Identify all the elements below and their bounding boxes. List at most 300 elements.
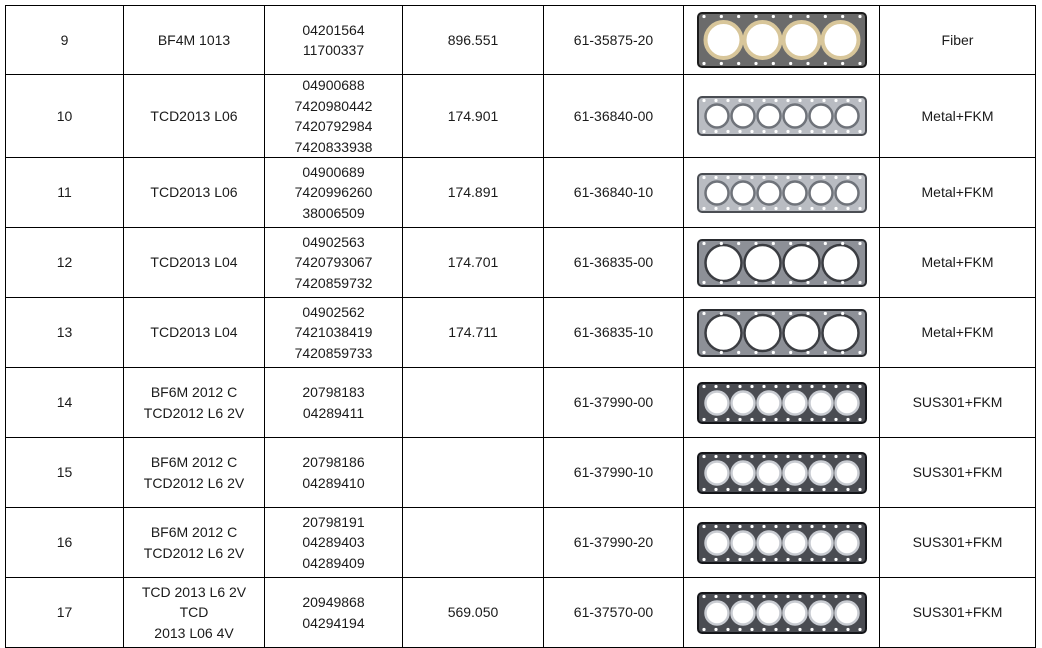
cylinder-bore [822,22,858,58]
engine-model: TCD 2013 L6 2V TCD [141,583,247,621]
parts-table-body [6,6,1036,648]
bolt-hole [786,99,789,102]
gasket-image-cell [684,578,880,648]
engine-model-cell [124,298,265,368]
bolt-hole [789,62,792,65]
bolt-hole [750,524,753,527]
bolt-hole [738,454,741,457]
bolt-hole [858,280,861,283]
oem-number: 20798186 [302,454,365,470]
material-value: SUS301+FKM [880,438,1036,508]
bolt-hole [774,175,777,178]
bolt-hole [806,311,809,314]
gasket-6cyl-steel-icon [694,583,870,643]
cylinder-bore [809,601,832,624]
bolt-hole [738,524,741,527]
bolt-hole [858,524,861,527]
oem-number: 7420793067 [294,254,373,271]
oem-numbers-cell [265,75,403,158]
oem-number: 04289409 [302,554,365,571]
part-code: 61-36840-00 [544,75,684,158]
bolt-hole [771,311,774,314]
bolt-hole [737,350,740,353]
bolt-hole [702,594,705,597]
oem-numbers-cell [265,228,403,298]
bolt-hole [846,454,849,457]
gasket-image-cell [684,298,880,368]
part-code: 61-36835-10 [544,298,684,368]
table-row [6,6,1036,75]
bolt-hole [858,487,861,490]
bolt-hole [822,99,825,102]
bolt-hole [798,130,801,133]
cylinder-bore [705,105,728,128]
bolt-hole [750,487,753,490]
engine-model-cell [124,228,265,298]
row-number: 14 [6,368,124,438]
bolt-hole [834,454,837,457]
engine-model: TCD2013 L04 [150,324,238,341]
bolt-hole [798,627,801,630]
bolt-hole [762,130,765,133]
bolt-hole [714,384,717,387]
bolt-hole [738,99,741,102]
bolt-hole [714,557,717,560]
bolt-hole [810,384,813,387]
row-number: 10 [6,75,124,158]
bolt-hole [834,99,837,102]
bolt-hole [726,417,729,420]
material-value: Metal+FKM [880,228,1036,298]
oem-number: 04289403 [302,534,365,551]
bolt-hole [774,524,777,527]
bolt-hole [858,130,861,133]
bolt-hole [858,15,861,18]
cylinder-bore [757,531,780,554]
bolt-hole [702,311,705,314]
bolt-hole [822,454,825,457]
part-code: 61-36840-10 [544,158,684,228]
bolt-hole [798,487,801,490]
row-number: 16 [6,508,124,578]
bolt-hole [798,175,801,178]
oem-numbers-cell [265,368,403,438]
bolt-hole [823,280,826,283]
bolt-hole [750,384,753,387]
part-code: 61-37990-20 [544,508,684,578]
bolt-hole [786,206,789,209]
cylinder-bore [809,531,832,554]
bolt-hole [762,384,765,387]
table-row [6,228,1036,298]
parts-table [5,5,1036,648]
gasket-6cyl-steel-icon [694,373,870,433]
bolt-hole [702,62,705,65]
bolt-hole [719,241,722,244]
cylinder-bore [783,461,806,484]
cylinder-bore [757,461,780,484]
bolt-hole [834,206,837,209]
bolt-hole [806,280,809,283]
cylinder-bore [705,391,728,414]
oem-number: 7421038419 [294,324,373,341]
bolt-hole [702,206,705,209]
bolt-hole [841,241,844,244]
weight-value: 174.711 [403,298,544,368]
bolt-hole [726,130,729,133]
bolt-hole [834,594,837,597]
cylinder-bore [809,391,832,414]
bolt-hole [714,454,717,457]
cylinder-bore [744,315,780,351]
bolt-hole [762,175,765,178]
bolt-hole [810,524,813,527]
oem-number: 7420859733 [294,344,373,361]
bolt-hole [738,557,741,560]
bolt-hole [823,15,826,18]
bolt-hole [754,62,757,65]
weight-value [403,368,544,438]
row-number: 11 [6,158,124,228]
cylinder-bore [783,181,806,204]
bolt-hole [771,350,774,353]
cylinder-bore [757,601,780,624]
table-row [6,298,1036,368]
row-number: 17 [6,578,124,648]
bolt-hole [858,350,861,353]
oem-number: 04900688 [302,77,365,93]
bolt-hole [702,99,705,102]
bolt-hole [726,175,729,178]
bolt-hole [822,594,825,597]
engine-model: TCD2012 L6 2V [143,544,245,561]
bolt-hole [822,627,825,630]
weight-value [403,438,544,508]
bolt-hole [714,130,717,133]
oem-number: 7420792984 [294,118,373,134]
bolt-hole [714,524,717,527]
bolt-hole [719,280,722,283]
cylinder-bore [731,461,754,484]
gasket-image-cell [684,6,880,75]
bolt-hole [858,311,861,314]
material-value: Fiber [880,6,1036,75]
oem-number: 20949868 [302,594,365,610]
bolt-hole [841,311,844,314]
bolt-hole [702,130,705,133]
bolt-hole [750,627,753,630]
bolt-hole [789,241,792,244]
bolt-hole [834,384,837,387]
bolt-hole [737,311,740,314]
bolt-hole [738,627,741,630]
bolt-hole [737,15,740,18]
material-value: SUS301+FKM [880,508,1036,578]
bolt-hole [702,487,705,490]
cylinder-bore [705,245,741,281]
cylinder-bore [809,105,832,128]
bolt-hole [841,15,844,18]
oem-number: 04289411 [302,404,365,421]
bolt-hole [786,175,789,178]
part-code: 61-37990-10 [544,438,684,508]
weight-value: 174.901 [403,75,544,158]
bolt-hole [762,627,765,630]
oem-number: 20798183 [302,384,365,400]
bolt-hole [810,206,813,209]
bolt-hole [810,594,813,597]
bolt-hole [714,487,717,490]
bolt-hole [702,350,705,353]
cylinder-bore [757,181,780,204]
row-number: 15 [6,438,124,508]
bolt-hole [846,487,849,490]
engine-model-cell [124,6,265,75]
bolt-hole [738,384,741,387]
weight-value: 174.891 [403,158,544,228]
part-code: 61-35875-20 [544,6,684,75]
oem-number: 7420833938 [294,138,373,155]
bolt-hole [798,417,801,420]
bolt-hole [786,454,789,457]
cylinder-bore [809,461,832,484]
bolt-hole [762,417,765,420]
bolt-hole [762,454,765,457]
bolt-hole [754,15,757,18]
bolt-hole [858,99,861,102]
bolt-hole [822,130,825,133]
engine-model: BF4M 1013 [157,31,231,48]
cylinder-bore [705,22,741,58]
bolt-hole [806,241,809,244]
cylinder-bore [705,601,728,624]
oem-numbers-cell [265,578,403,648]
gasket-image-cell [684,75,880,158]
part-code: 61-37570-00 [544,578,684,648]
engine-model: TCD2013 L04 [150,254,238,271]
engine-model: TCD2013 L06 [150,107,238,124]
bolt-hole [774,206,777,209]
oem-numbers-cell [265,6,403,75]
material-value: Metal+FKM [880,158,1036,228]
gasket-image-cell [684,508,880,578]
bolt-hole [858,627,861,630]
bolt-hole [810,417,813,420]
engine-model-cell [124,578,265,648]
bolt-hole [719,311,722,314]
cylinder-bore [809,181,832,204]
bolt-hole [714,627,717,630]
bolt-hole [714,99,717,102]
bolt-hole [762,557,765,560]
weight-value [403,508,544,578]
oem-number: 7420996260 [294,184,373,201]
engine-model-cell [124,158,265,228]
material-value: Metal+FKM [880,298,1036,368]
bolt-hole [754,241,757,244]
bolt-hole [754,311,757,314]
cylinder-bore [705,315,741,351]
bolt-hole [810,99,813,102]
bolt-hole [771,280,774,283]
cylinder-bore [705,461,728,484]
bolt-hole [786,384,789,387]
bolt-hole [834,487,837,490]
gasket-image-cell [684,158,880,228]
table-row [6,75,1036,158]
cylinder-bore [783,531,806,554]
bolt-hole [702,241,705,244]
engine-model-cell [124,368,265,438]
oem-numbers-cell [265,298,403,368]
bolt-hole [858,417,861,420]
bolt-hole [806,15,809,18]
bolt-hole [858,384,861,387]
row-number: 9 [6,6,124,75]
bolt-hole [726,487,729,490]
weight-value: 896.551 [403,6,544,75]
bolt-hole [719,350,722,353]
gasket-image-cell [684,228,880,298]
bolt-hole [786,130,789,133]
bolt-hole [823,241,826,244]
gasket-image-cell [684,438,880,508]
gasket-4cyl-metal-icon [694,303,870,363]
material-value: SUS301+FKM [880,578,1036,648]
bolt-hole [822,524,825,527]
cylinder-bore [731,181,754,204]
bolt-hole [858,62,861,65]
bolt-hole [762,487,765,490]
bolt-hole [789,15,792,18]
bolt-hole [738,417,741,420]
cylinder-bore [744,22,780,58]
bolt-hole [714,206,717,209]
bolt-hole [858,206,861,209]
bolt-hole [798,384,801,387]
bolt-hole [823,350,826,353]
engine-model: TCD2013 L06 [150,184,238,201]
bolt-hole [726,384,729,387]
weight-value: 569.050 [403,578,544,648]
cylinder-bore [835,531,858,554]
cylinder-bore [783,391,806,414]
bolt-hole [786,417,789,420]
bolt-hole [714,175,717,178]
bolt-hole [750,175,753,178]
bolt-hole [846,594,849,597]
engine-model: BF6M 2012 C [150,384,238,400]
cylinder-bore [835,601,858,624]
bolt-hole [798,557,801,560]
bolt-hole [810,487,813,490]
bolt-hole [737,62,740,65]
bolt-hole [726,557,729,560]
bolt-hole [762,594,765,597]
bolt-hole [737,280,740,283]
bolt-hole [822,557,825,560]
bolt-hole [771,62,774,65]
bolt-hole [786,487,789,490]
material-value: Metal+FKM [880,75,1036,158]
bolt-hole [702,384,705,387]
oem-number: 7420859732 [294,274,373,291]
bolt-hole [846,524,849,527]
bolt-hole [789,311,792,314]
bolt-hole [834,417,837,420]
bolt-hole [774,384,777,387]
bolt-hole [786,627,789,630]
bolt-hole [822,206,825,209]
cylinder-bore [835,181,858,204]
oem-number: 04201564 [302,21,365,38]
bolt-hole [841,280,844,283]
cylinder-bore [783,601,806,624]
bolt-hole [789,350,792,353]
bolt-hole [774,557,777,560]
bolt-hole [810,130,813,133]
bolt-hole [822,384,825,387]
bolt-hole [858,241,861,244]
bolt-hole [738,487,741,490]
cylinder-bore [783,245,819,281]
bolt-hole [789,280,792,283]
bolt-hole [858,594,861,597]
bolt-hole [750,99,753,102]
bolt-hole [834,627,837,630]
cylinder-bore [731,391,754,414]
bolt-hole [774,487,777,490]
gasket-image-cell [684,368,880,438]
engine-model-cell [124,438,265,508]
bolt-hole [822,417,825,420]
bolt-hole [702,15,705,18]
cylinder-bore [731,601,754,624]
bolt-hole [762,206,765,209]
cylinder-bore [744,245,780,281]
gasket-4cyl-fiber-icon [694,10,870,70]
oem-number: 38006509 [302,204,365,221]
bolt-hole [750,206,753,209]
bolt-hole [798,454,801,457]
bolt-hole [726,524,729,527]
bolt-hole [702,454,705,457]
bolt-hole [858,557,861,560]
bolt-hole [774,454,777,457]
gasket-6cyl-metal-icon [694,163,870,223]
bolt-hole [750,130,753,133]
engine-model: TCD2012 L6 2V [143,474,245,491]
bolt-hole [823,311,826,314]
bolt-hole [798,99,801,102]
bolt-hole [702,417,705,420]
cylinder-bore [822,315,858,351]
cylinder-bore [835,461,858,484]
bolt-hole [810,627,813,630]
bolt-hole [846,130,849,133]
bolt-hole [702,627,705,630]
bolt-hole [762,99,765,102]
table-row [6,368,1036,438]
bolt-hole [714,594,717,597]
bolt-hole [738,175,741,178]
cylinder-bore [757,105,780,128]
cylinder-bore [705,531,728,554]
cylinder-bore [731,531,754,554]
bolt-hole [806,62,809,65]
bolt-hole [771,15,774,18]
part-code: 61-37990-00 [544,368,684,438]
